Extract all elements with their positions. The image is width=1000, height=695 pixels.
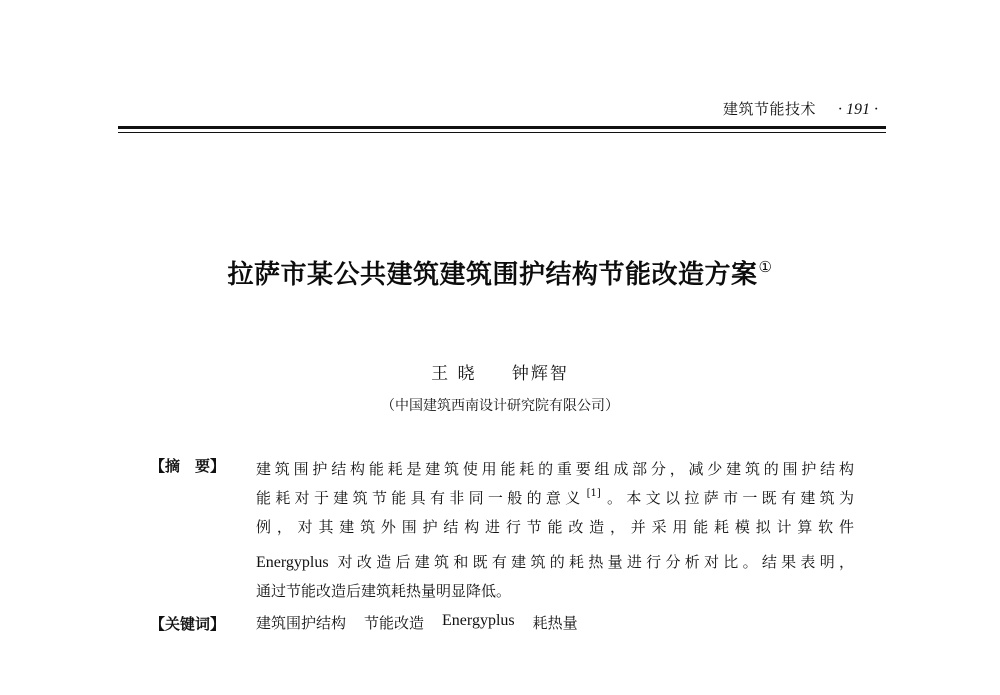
citation-ref: [1] bbox=[586, 488, 601, 499]
keywords-label: 【关键词】 bbox=[150, 615, 226, 633]
keyword: 耗热量 bbox=[532, 614, 578, 632]
paper-title-text: 拉萨市某公共建筑建筑围护结构节能改造方案 bbox=[227, 260, 758, 290]
abstract-text: 能耗对于建筑节能具有非同一般的意义 bbox=[256, 489, 585, 507]
software-name: Energyplus bbox=[256, 554, 329, 571]
abstract-label: 【摘 要】 bbox=[150, 457, 226, 475]
header-rule-thick bbox=[118, 126, 886, 129]
abstract-text: 对改造后建筑和既有建筑的耗热量进行分析对比。结果表明， bbox=[328, 553, 854, 571]
paper-title bbox=[0, 254, 1000, 291]
author-affiliation: （中国建筑西南设计研究院有限公司） bbox=[381, 398, 619, 414]
abstract-line bbox=[256, 487, 854, 508]
abstract-text: 。本文以拉萨市一既有建筑为 bbox=[602, 489, 854, 507]
author-name: 王 晓 bbox=[431, 364, 477, 384]
journal-section-name: 建筑节能技术 bbox=[722, 100, 816, 118]
abstract-line: 通过节能改造后建筑耗热量明显降低。 bbox=[256, 582, 512, 600]
keyword: 节能改造 bbox=[364, 614, 425, 632]
running-header bbox=[723, 98, 878, 119]
author-name: 钟辉智 bbox=[511, 364, 569, 384]
title-footnote-mark: ① bbox=[758, 258, 773, 276]
abstract-line: 例，对其建筑外围护结构进行节能改造，并采用能耗模拟计算软件 bbox=[256, 518, 854, 536]
header-rule-thin bbox=[118, 132, 886, 133]
page-number: · 191 · bbox=[838, 101, 878, 118]
keywords-list bbox=[256, 612, 578, 633]
abstract-line bbox=[256, 551, 854, 572]
keyword: 建筑围护结构 bbox=[256, 614, 347, 632]
abstract-line: 建筑围护结构能耗是建筑使用能耗的重要组成部分，减少建筑的围护结构 bbox=[256, 460, 854, 478]
keyword: Energyplus bbox=[442, 612, 515, 629]
author-list bbox=[0, 359, 1000, 384]
